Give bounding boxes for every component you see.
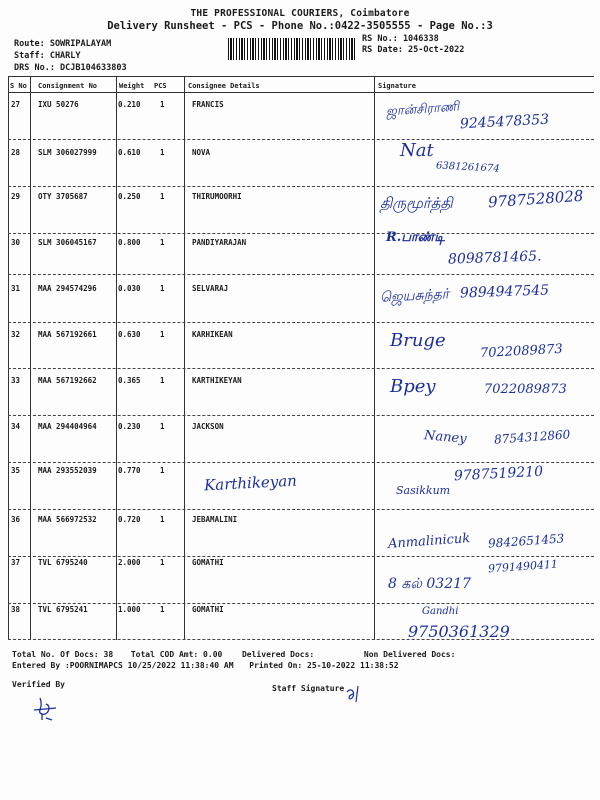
row-weight: 2.000 <box>118 558 141 567</box>
footer-entry-line <box>12 661 399 670</box>
total-cod: Total COD Amt: 0.00 <box>130 650 223 659</box>
rs-number: RS No.: 1046338 <box>362 34 439 44</box>
row-signature-phone: 9842651453 <box>487 531 565 551</box>
row-consignee: SELVARAJ <box>192 284 229 293</box>
row-weight: 0.630 <box>118 330 141 339</box>
company-title: THE PROFESSIONAL COURIERS, Coimbatore <box>190 8 410 19</box>
route-label: Route: SOWRIPALAYAM <box>14 39 112 49</box>
staff-signature-mark <box>344 684 366 704</box>
row-signature: ஜெயசுந்தர் <box>379 286 450 306</box>
row-consignee: FRANCIS <box>192 100 224 109</box>
runsheet-table <box>8 76 594 640</box>
row-signature-phone: 6381261674 <box>435 160 500 175</box>
row-weight: 0.230 <box>118 422 141 431</box>
rs-date: RS Date: 25-Oct-2022 <box>362 45 465 55</box>
runsheet-title: Delivery Runsheet - PCS - Phone No.:0422-3505555 - Page No.:3 <box>107 20 493 32</box>
row-consignment-no: MAA 294574296 <box>38 284 97 293</box>
row-weight: 0.720 <box>118 515 141 524</box>
row-signature-phone: 9787519210 <box>453 463 544 485</box>
row-signature: Nat <box>400 140 434 161</box>
row-sno: 28 <box>11 148 21 157</box>
row-signature-phone: 9787528028 <box>487 186 584 212</box>
row-sno: 38 <box>11 605 21 614</box>
header-right-block <box>362 34 464 56</box>
row-signature-phone: 9791490411 <box>487 557 559 576</box>
row-weight: 1.000 <box>118 605 141 614</box>
row-consignment-no: MAA 567192662 <box>38 376 97 385</box>
row-consignee: GOMATHI <box>192 558 224 567</box>
row-pcs: 1 <box>160 100 165 109</box>
row-signature-phone: 9894947545 <box>459 282 550 302</box>
staff-label: Staff: CHARLY <box>14 51 81 61</box>
row-sno: 33 <box>11 376 21 385</box>
row-sno: 29 <box>11 192 21 201</box>
row-consignee: JACKSON <box>192 422 224 431</box>
col-header-signature: Signature <box>378 82 416 90</box>
col-header-consignee: Consignee Details <box>188 82 260 90</box>
row-signature: R.பாண்டி <box>386 230 445 245</box>
row-signature: திருமூர்த்தி <box>380 194 453 212</box>
row-signature-phone: 9750361329 <box>408 622 510 641</box>
row-signature: Anmalinicuk <box>387 531 471 552</box>
row-pcs: 1 <box>160 238 165 247</box>
row-sno: 36 <box>11 515 21 524</box>
row-signature-phone: 9245478353 <box>459 111 550 133</box>
row-weight: 0.030 <box>118 284 141 293</box>
drs-number: DRS No.: DCJB104633803 <box>14 63 127 73</box>
row-sno: 34 <box>11 422 21 431</box>
staff-signature-label: Staff Signature <box>272 684 345 693</box>
row-signature: Bruge <box>390 330 446 351</box>
row-consignee: NOVA <box>192 148 211 157</box>
row-sno: 37 <box>11 558 21 567</box>
row-consignee: GOMATHI <box>192 605 224 614</box>
non-delivered-docs: Non Delivered Docs: <box>363 650 456 659</box>
row-consignment-no: TVL 6795240 <box>38 558 88 567</box>
row-pcs: 1 <box>160 284 165 293</box>
header-left-block <box>14 38 127 74</box>
row-consignment-no: SLM 306027999 <box>38 148 97 157</box>
row-sno: 30 <box>11 238 21 247</box>
barcode-image <box>228 38 356 60</box>
printed-on: Printed On: 25-10-2022 11:38:52 <box>249 661 399 670</box>
row-signature: Gandhi <box>422 606 459 617</box>
row-sno: 27 <box>11 100 21 109</box>
row-consignee: KARTHIKEYAN <box>192 376 242 385</box>
total-docs: Total No. Of Docs: 38 <box>12 650 114 659</box>
verifier-signature-mark <box>30 694 66 722</box>
row-signature-phone: 7022089873 <box>479 341 564 362</box>
row-weight: 0.770 <box>118 466 141 475</box>
row-consignment-no: SLM 306045167 <box>38 238 97 247</box>
row-pcs: 1 <box>160 192 165 201</box>
row-pcs: 1 <box>160 148 165 157</box>
row-pcs: 1 <box>160 515 165 524</box>
row-consignee: JEBAMALINI <box>192 515 238 524</box>
row-sno: 32 <box>11 330 21 339</box>
col-header-pcs: PCS <box>154 82 167 90</box>
row-consignment-no: TVL 6795241 <box>38 605 88 614</box>
row-sno: 31 <box>11 284 21 293</box>
row-consignment-no: MAA 566972532 <box>38 515 97 524</box>
row-weight: 0.250 <box>118 192 141 201</box>
row-consignment-no: MAA 293552039 <box>38 466 97 475</box>
row-pcs: 1 <box>160 466 165 475</box>
col-header-sno: S No <box>10 82 27 90</box>
footer-summary-line <box>12 650 455 659</box>
row-pcs: 1 <box>160 330 165 339</box>
row-signature: Bpey <box>390 376 436 397</box>
row-consignee: PANDIYARAJAN <box>192 238 247 247</box>
col-header-consignment: Consignment No <box>38 82 98 90</box>
verified-by-label: Verified By <box>12 680 65 689</box>
entered-by: Entered By :POORNIMAPCS 10/25/2022 11:38:40 AM <box>12 661 234 670</box>
col-header-weight: Weight <box>119 82 145 90</box>
row-consignment-no: MAA 567192661 <box>38 330 97 339</box>
row-signature: 8 கல் 03217 <box>388 576 471 592</box>
row-weight: 0.610 <box>118 148 141 157</box>
row-consignee: THIRUMOORHI <box>192 192 242 201</box>
delivered-docs: Delivered Docs: <box>241 650 315 659</box>
row-weight: 0.800 <box>118 238 141 247</box>
row-consignment-no: MAA 294404964 <box>38 422 97 431</box>
row-signature: Sasikkum <box>396 484 451 497</box>
row-pcs: 1 <box>160 376 165 385</box>
row-consignment-no: IXU 50276 <box>38 100 79 109</box>
row-weight: 0.210 <box>118 100 141 109</box>
row-signature: Naney <box>423 428 468 447</box>
row-signature: ஜான்சிராணி <box>385 99 460 120</box>
row-pcs: 1 <box>160 605 165 614</box>
row-sno: 35 <box>11 466 21 475</box>
row-pcs: 1 <box>160 558 165 567</box>
row-pcs: 1 <box>160 422 165 431</box>
row-weight: 0.365 <box>118 376 141 385</box>
row-signature-phone: 7022089873 <box>484 382 567 397</box>
row-consignment-no: OTY 3705687 <box>38 192 88 201</box>
row-consignee: KARHIKEAN <box>192 330 233 339</box>
row-signature-name: Karthikeyan <box>203 471 298 495</box>
row-signature-phone: 8098781465. <box>447 248 542 268</box>
row-signature-phone: 8754312860 <box>493 427 571 447</box>
